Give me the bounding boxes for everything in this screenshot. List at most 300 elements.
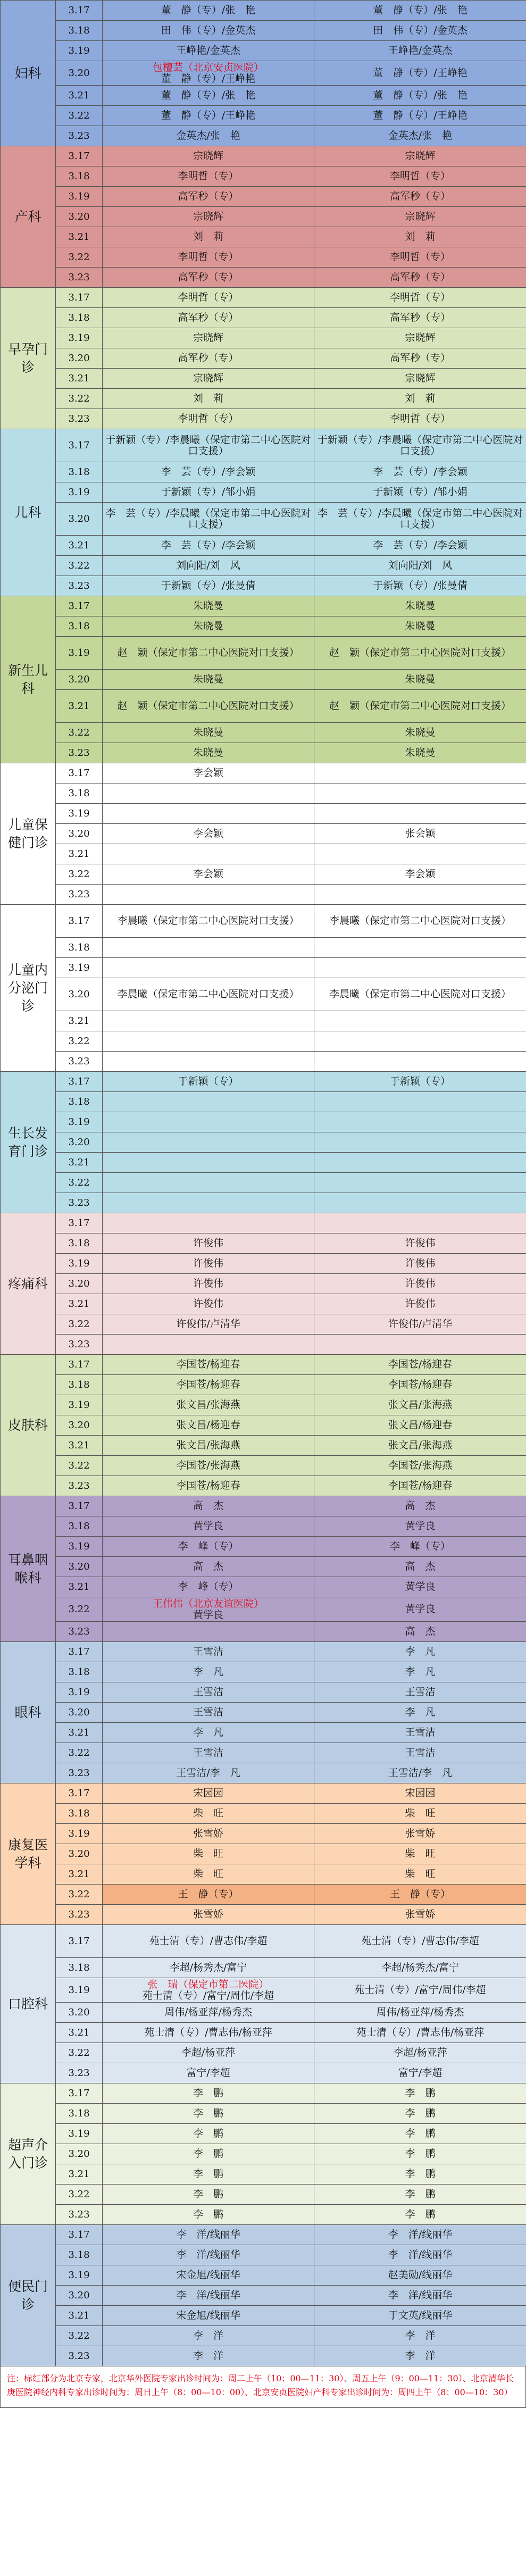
- morning-doctor-cell: [103, 1132, 314, 1153]
- schedule-row: [1, 783, 526, 804]
- doctor-names: 王峥艳/金英杰: [176, 45, 240, 56]
- afternoon-doctor-cell: [314, 1233, 526, 1254]
- afternoon-doctor-cell: [314, 61, 526, 86]
- schedule-row: [1, 1824, 526, 1844]
- doctor-names: 柴 旺: [405, 1868, 436, 1880]
- doctor-names: 宗晓辉: [405, 211, 436, 222]
- doctor-names: 黄学良: [405, 1520, 436, 1532]
- date-cell: 3.22: [56, 1597, 103, 1622]
- schedule-row: [1, 1193, 526, 1213]
- doctor-names: 朱晓曼: [193, 600, 223, 612]
- afternoon-doctor-cell: [314, 1314, 526, 1335]
- morning-doctor-cell: [103, 1436, 314, 1456]
- schedule-row: [1, 804, 526, 824]
- morning-doctor-cell: [103, 958, 314, 978]
- afternoon-doctor-cell: [314, 227, 526, 247]
- schedule-row: [1, 409, 526, 429]
- schedule-row: [1, 1905, 526, 1925]
- doctor-names: 赵 颖（保定市第二中心医院对口支援）: [117, 700, 299, 712]
- afternoon-doctor-cell: [314, 1703, 526, 1723]
- morning-doctor-cell: [103, 2185, 314, 2205]
- doctor-names: 黄学良: [405, 1603, 436, 1615]
- afternoon-doctor-cell: [314, 369, 526, 389]
- morning-doctor-cell: [103, 1958, 314, 1978]
- afternoon-doctor-cell: [314, 1254, 526, 1274]
- afternoon-doctor-cell: [314, 1052, 526, 1072]
- date-cell: 3.19: [56, 2124, 103, 2144]
- afternoon-doctor-cell: [314, 1723, 526, 1743]
- doctor-names: 李 鹏: [405, 2128, 436, 2139]
- doctor-names: 李 芸（专）/李会颖: [161, 539, 256, 551]
- afternoon-doctor-cell: [314, 1436, 526, 1456]
- doctor-names: 朱晓曼: [193, 673, 223, 685]
- doctor-names: 于文英/线丽华: [388, 2310, 453, 2321]
- schedule-row: [1, 462, 526, 482]
- doctor-names: 柴 旺: [405, 1807, 436, 1819]
- afternoon-doctor-cell: [314, 783, 526, 804]
- schedule-row: [1, 824, 526, 844]
- date-cell: 3.23: [56, 2205, 103, 2225]
- date-cell: 3.20: [56, 348, 103, 369]
- schedule-row: [1, 938, 526, 958]
- doctor-names: 李 鹏: [193, 2148, 223, 2160]
- department-name: 耳鼻咽喉科: [1, 1496, 56, 1642]
- doctor-names: 李明哲（专）: [178, 170, 239, 182]
- doctor-names: 李会颖: [405, 868, 436, 880]
- morning-doctor-cell: [103, 1355, 314, 1375]
- afternoon-doctor-cell: [314, 1031, 526, 1052]
- doctor-names: 赵 颖（保定市第二中心医院对口支援）: [117, 647, 299, 658]
- date-cell: 3.23: [56, 2346, 103, 2366]
- schedule-row: [1, 308, 526, 328]
- doctor-names: 宋园园: [405, 1787, 436, 1799]
- doctor-names: 李 芸（专）/李晨曦（保定市第二中心医院对口支援）: [105, 507, 311, 530]
- morning-doctor-cell: [103, 1557, 314, 1577]
- morning-doctor-cell: [103, 637, 314, 670]
- department-name: 康复医学科: [1, 1783, 56, 1925]
- schedule-row: [1, 2185, 526, 2205]
- doctor-names: 李国苍/张海燕: [388, 1460, 453, 1471]
- doctor-names: 刘向阳/刘 风: [176, 560, 240, 571]
- afternoon-doctor-cell: [314, 1597, 526, 1622]
- afternoon-doctor-cell: [314, 1476, 526, 1496]
- doctor-names: 柴 旺: [193, 1848, 223, 1860]
- morning-doctor-cell: [103, 1254, 314, 1274]
- morning-doctor-cell: [103, 1703, 314, 1723]
- morning-doctor-cell: [103, 743, 314, 763]
- date-cell: 3.21: [56, 2164, 103, 2185]
- doctor-names: 李 峰（专）: [178, 1540, 239, 1552]
- date-cell: 3.18: [56, 2104, 103, 2124]
- date-cell: 3.22: [56, 2185, 103, 2205]
- afternoon-doctor-cell: [314, 1885, 526, 1905]
- date-cell: 3.22: [56, 1885, 103, 1905]
- doctor-names: 苑士清（专）/曹志伟/李超: [149, 1935, 268, 1947]
- date-cell: 3.23: [56, 743, 103, 763]
- doctor-names: 朱晓曼: [193, 727, 223, 738]
- schedule-row: [1, 2265, 526, 2286]
- date-cell: 3.21: [56, 1577, 103, 1597]
- morning-doctor-cell: [103, 1597, 314, 1622]
- doctor-names: 李 鹏: [193, 2208, 223, 2220]
- date-cell: 3.18: [56, 1804, 103, 1824]
- schedule-row: [1, 2124, 526, 2144]
- department-name: 口腔科: [1, 1925, 56, 2083]
- morning-doctor-cell: [103, 1193, 314, 1213]
- date-cell: 3.22: [56, 723, 103, 743]
- morning-doctor-cell: [103, 1031, 314, 1052]
- department-name: 儿童内分泌门诊: [1, 905, 56, 1072]
- doctor-names: 王雪洁: [193, 1706, 223, 1718]
- date-cell: 3.22: [56, 389, 103, 409]
- afternoon-doctor-cell: [314, 1274, 526, 1294]
- morning-doctor-cell: [103, 1233, 314, 1254]
- morning-doctor-cell: [103, 187, 314, 207]
- afternoon-doctor-cell: [314, 126, 526, 146]
- doctor-names: 许俊伟/卢清华: [388, 1318, 453, 1330]
- department-name: 妇科: [1, 1, 56, 146]
- doctor-names: 董 静（专）/张 艳: [161, 4, 256, 16]
- afternoon-doctor-cell: [314, 2164, 526, 2185]
- schedule-row: [1, 1978, 526, 2003]
- doctor-names: 刘 莉: [193, 231, 223, 243]
- date-cell: 3.19: [56, 482, 103, 503]
- schedule-row: [1, 2043, 526, 2063]
- morning-doctor-cell: [103, 1011, 314, 1031]
- schedule-row: [1, 670, 526, 690]
- morning-doctor-cell: [103, 207, 314, 227]
- afternoon-doctor-cell: [314, 1213, 526, 1233]
- doctor-names: 李超/杨亚萍: [181, 2047, 236, 2058]
- doctor-names: 李会颖: [193, 868, 223, 880]
- afternoon-doctor-cell: [314, 1456, 526, 1476]
- afternoon-doctor-cell: [314, 1905, 526, 1925]
- doctor-names: 李明哲（专）: [178, 251, 239, 263]
- morning-doctor-cell: [103, 1642, 314, 1662]
- doctor-names: 李 洋/线丽华: [388, 2229, 453, 2240]
- schedule-row: [1, 1885, 526, 1905]
- doctor-names: 黄学良: [193, 1608, 223, 1621]
- doctor-names: 柴 旺: [193, 1868, 223, 1880]
- doctor-names: 许俊伟/卢清华: [176, 1318, 240, 1330]
- date-cell: 3.23: [56, 126, 103, 146]
- morning-doctor-cell: [103, 288, 314, 308]
- doctor-names: 于新颖（专）/邹小娟: [161, 486, 256, 498]
- morning-doctor-cell: [103, 616, 314, 637]
- date-cell: 3.22: [56, 1031, 103, 1052]
- afternoon-doctor-cell: [314, 763, 526, 783]
- date-cell: 3.21: [56, 1864, 103, 1885]
- schedule-row: [1, 1233, 526, 1254]
- date-cell: 3.17: [56, 2225, 103, 2245]
- schedule-row: [1, 1783, 526, 1804]
- afternoon-doctor-cell: [314, 1516, 526, 1537]
- schedule-row: [1, 288, 526, 308]
- schedule-row: [1, 268, 526, 288]
- doctor-names: 董 静（专）/王峥艳: [373, 110, 467, 121]
- department-name: 产科: [1, 146, 56, 288]
- afternoon-doctor-cell: [314, 958, 526, 978]
- afternoon-doctor-cell: [314, 1537, 526, 1557]
- doctor-names: 田 伟（专）/金英杰: [161, 24, 256, 36]
- date-cell: 3.20: [56, 207, 103, 227]
- afternoon-doctor-cell: [314, 885, 526, 905]
- schedule-row: [1, 1662, 526, 1682]
- doctor-names: 高军秒（专）: [389, 352, 450, 364]
- afternoon-doctor-cell: [314, 1112, 526, 1132]
- date-cell: 3.23: [56, 1193, 103, 1213]
- doctor-names: 王雪洁: [193, 1686, 223, 1698]
- date-cell: 3.22: [56, 2043, 103, 2063]
- afternoon-doctor-cell: [314, 1011, 526, 1031]
- morning-doctor-cell: [103, 783, 314, 804]
- date-cell: 3.17: [56, 596, 103, 616]
- doctor-names: 李 芸（专）/李晨曦（保定市第二中心医院对口支援）: [317, 507, 523, 530]
- date-cell: 3.17: [56, 1783, 103, 1804]
- date-cell: 3.17: [56, 146, 103, 166]
- visiting-expert: 包檀芸（北京安贞医院）: [152, 61, 264, 73]
- date-cell: 3.23: [56, 2063, 103, 2083]
- afternoon-doctor-cell: [314, 308, 526, 328]
- morning-doctor-cell: [103, 1844, 314, 1864]
- afternoon-doctor-cell: [314, 1072, 526, 1092]
- afternoon-doctor-cell: [314, 1763, 526, 1783]
- morning-doctor-cell: [103, 429, 314, 462]
- afternoon-doctor-cell: [314, 2205, 526, 2225]
- date-cell: 3.19: [56, 1537, 103, 1557]
- doctor-names: 李 凡: [193, 1666, 223, 1678]
- schedule-row: [1, 1092, 526, 1112]
- date-cell: 3.18: [56, 1516, 103, 1537]
- schedule-row: [1, 885, 526, 905]
- afternoon-doctor-cell: [314, 2144, 526, 2164]
- date-cell: 3.19: [56, 804, 103, 824]
- doctor-names: 许俊伟: [193, 1278, 223, 1289]
- doctor-names: 董 静（专）/张 艳: [373, 4, 467, 16]
- date-cell: 3.20: [56, 1274, 103, 1294]
- date-cell: 3.22: [56, 247, 103, 268]
- doctor-names: 宗晓辉: [193, 150, 223, 162]
- schedule-row: [1, 905, 526, 938]
- doctor-names: 李 芸（专）/李会颖: [161, 466, 256, 478]
- morning-doctor-cell: [103, 1213, 314, 1233]
- date-cell: 3.18: [56, 616, 103, 637]
- doctor-names: 李 洋/线丽华: [176, 2289, 240, 2301]
- doctor-names: 李 洋/线丽华: [388, 2289, 453, 2301]
- doctor-names: 苑士清（专）/富宁/周伟/李超: [354, 1984, 486, 1996]
- doctor-names: 张文昌/张海燕: [176, 1439, 240, 1451]
- afternoon-doctor-cell: [314, 938, 526, 958]
- doctor-names: 宋金旭/线丽华: [176, 2310, 240, 2321]
- afternoon-doctor-cell: [314, 637, 526, 670]
- morning-doctor-cell: [103, 1112, 314, 1132]
- date-cell: 3.17: [56, 1925, 103, 1958]
- schedule-row: [1, 1355, 526, 1375]
- doctor-names: 高军秒（专）: [178, 190, 239, 202]
- morning-doctor-cell: [103, 61, 314, 86]
- date-cell: 3.19: [56, 2265, 103, 2286]
- morning-doctor-cell: [103, 2346, 314, 2366]
- date-cell: 3.19: [56, 1682, 103, 1703]
- morning-doctor-cell: [103, 389, 314, 409]
- department-name: 眼科: [1, 1642, 56, 1783]
- morning-doctor-cell: [103, 1052, 314, 1072]
- schedule-row: [1, 1557, 526, 1577]
- afternoon-doctor-cell: [314, 2023, 526, 2043]
- doctor-names: 苑士清（专）/曹志伟/李超: [361, 1935, 479, 1947]
- doctor-names: 朱晓曼: [405, 600, 436, 612]
- date-cell: 3.18: [56, 783, 103, 804]
- afternoon-doctor-cell: [314, 348, 526, 369]
- schedule-row: [1, 1153, 526, 1173]
- doctor-names: 李 洋/线丽华: [388, 2249, 453, 2261]
- afternoon-doctor-cell: [314, 2124, 526, 2144]
- morning-doctor-cell: [103, 905, 314, 938]
- schedule-row: [1, 1112, 526, 1132]
- doctor-names: 王雪洁: [405, 1727, 436, 1738]
- schedule-row: [1, 1072, 526, 1092]
- morning-doctor-cell: [103, 1476, 314, 1496]
- doctor-names: 李超/杨秀杰/富宁: [381, 1962, 459, 1973]
- date-cell: 3.19: [56, 1254, 103, 1274]
- date-cell: 3.22: [56, 864, 103, 885]
- doctor-names: 高军秒（专）: [178, 352, 239, 364]
- doctor-names: 董 静（专）/张 艳: [161, 89, 256, 101]
- date-cell: 3.22: [56, 1743, 103, 1763]
- date-cell: 3.21: [56, 1011, 103, 1031]
- afternoon-doctor-cell: [314, 106, 526, 126]
- date-cell: 3.23: [56, 1052, 103, 1072]
- doctor-names: 高 杰: [405, 1561, 436, 1572]
- schedule-row: [1, 864, 526, 885]
- schedule-row: [1, 2144, 526, 2164]
- doctor-names: 高 杰: [405, 1625, 436, 1637]
- date-cell: 3.20: [56, 1703, 103, 1723]
- doctor-names: 李 洋: [193, 2330, 223, 2341]
- afternoon-doctor-cell: [314, 1958, 526, 1978]
- doctor-names: 李明哲（专）: [389, 170, 450, 182]
- afternoon-doctor-cell: [314, 864, 526, 885]
- date-cell: 3.20: [56, 2144, 103, 2164]
- schedule-row: [1, 576, 526, 596]
- schedule-row: [1, 503, 526, 536]
- date-cell: 3.18: [56, 1092, 103, 1112]
- afternoon-doctor-cell: [314, 1092, 526, 1112]
- morning-doctor-cell: [103, 763, 314, 783]
- doctor-names: 王雪洁: [193, 1747, 223, 1758]
- doctor-names: 董 静（专）/王峥艳: [373, 67, 467, 79]
- date-cell: 3.22: [56, 1173, 103, 1193]
- morning-doctor-cell: [103, 41, 314, 61]
- afternoon-doctor-cell: [314, 1804, 526, 1824]
- morning-doctor-cell: [103, 482, 314, 503]
- schedule-row: [1, 1516, 526, 1537]
- afternoon-doctor-cell: [314, 616, 526, 637]
- doctor-names: 李 凡: [405, 1646, 436, 1657]
- morning-doctor-cell: [103, 2063, 314, 2083]
- date-cell: 3.20: [56, 978, 103, 1011]
- afternoon-doctor-cell: [314, 462, 526, 482]
- schedule-row: [1, 2083, 526, 2104]
- doctor-names: 许俊伟: [405, 1257, 436, 1269]
- morning-doctor-cell: [103, 2083, 314, 2104]
- doctor-names: 董 静（专）/张 艳: [373, 89, 467, 101]
- date-cell: 3.20: [56, 61, 103, 86]
- morning-doctor-cell: [103, 596, 314, 616]
- doctor-names: 高军秒（专）: [389, 312, 450, 323]
- schedule-row: [1, 2346, 526, 2366]
- doctor-names: 王峥艳/金英杰: [388, 45, 453, 56]
- doctor-names: 柴 旺: [193, 1807, 223, 1819]
- doctor-names: 金英杰/张 艳: [388, 130, 453, 141]
- morning-doctor-cell: [103, 1496, 314, 1516]
- date-cell: 3.17: [56, 1072, 103, 1092]
- schedule-row: [1, 482, 526, 503]
- morning-doctor-cell: [103, 2023, 314, 2043]
- morning-doctor-cell: [103, 1456, 314, 1476]
- date-cell: 3.20: [56, 670, 103, 690]
- date-cell: 3.18: [56, 308, 103, 328]
- doctor-names: 宗晓辉: [193, 211, 223, 222]
- morning-doctor-cell: [103, 1885, 314, 1905]
- schedule-row: [1, 1743, 526, 1763]
- doctor-names: 李 凡: [405, 1706, 436, 1718]
- schedule-row: [1, 616, 526, 637]
- date-cell: 3.18: [56, 938, 103, 958]
- morning-doctor-cell: [103, 2245, 314, 2265]
- doctor-names: 张文昌/杨迎春: [176, 1419, 240, 1431]
- doctor-names: 赵美勋/线丽华: [388, 2269, 453, 2281]
- afternoon-doctor-cell: [314, 1294, 526, 1314]
- doctor-names: 李超/杨秀杰/富宁: [169, 1962, 247, 1973]
- doctor-names: 宋园园: [193, 1787, 223, 1799]
- afternoon-doctor-cell: [314, 1395, 526, 1415]
- date-cell: 3.21: [56, 1153, 103, 1173]
- date-cell: 3.17: [56, 905, 103, 938]
- schedule-row: [1, 207, 526, 227]
- date-cell: 3.20: [56, 503, 103, 536]
- schedule-row: [1, 844, 526, 864]
- morning-doctor-cell: [103, 1537, 314, 1557]
- schedule-row: [1, 536, 526, 556]
- morning-doctor-cell: [103, 227, 314, 247]
- afternoon-doctor-cell: [314, 1783, 526, 1804]
- doctor-names: 田 伟（专）/金英杰: [373, 24, 467, 36]
- doctor-names: 王雪洁/李 凡: [388, 1767, 453, 1779]
- date-cell: 3.17: [56, 1355, 103, 1375]
- morning-doctor-cell: [103, 824, 314, 844]
- afternoon-doctor-cell: [314, 1844, 526, 1864]
- afternoon-doctor-cell: [314, 41, 526, 61]
- morning-doctor-cell: [103, 462, 314, 482]
- schedule-row: [1, 126, 526, 146]
- doctor-names: 朱晓曼: [193, 747, 223, 758]
- doctor-names: 许俊伟: [405, 1278, 436, 1289]
- morning-doctor-cell: [103, 2043, 314, 2063]
- morning-doctor-cell: [103, 1415, 314, 1436]
- date-cell: 3.22: [56, 556, 103, 576]
- doctor-names: 朱晓曼: [405, 747, 436, 758]
- schedule-row: [1, 2023, 526, 2043]
- doctor-names: 李明哲（专）: [389, 291, 450, 303]
- doctor-names: 许俊伟: [193, 1237, 223, 1249]
- doctor-names: 高 杰: [193, 1561, 223, 1572]
- doctor-names: 李 洋/线丽华: [176, 2249, 240, 2261]
- morning-doctor-cell: [103, 1577, 314, 1597]
- doctor-names: 刘 莉: [405, 231, 436, 243]
- date-cell: 3.21: [56, 536, 103, 556]
- schedule-row: [1, 247, 526, 268]
